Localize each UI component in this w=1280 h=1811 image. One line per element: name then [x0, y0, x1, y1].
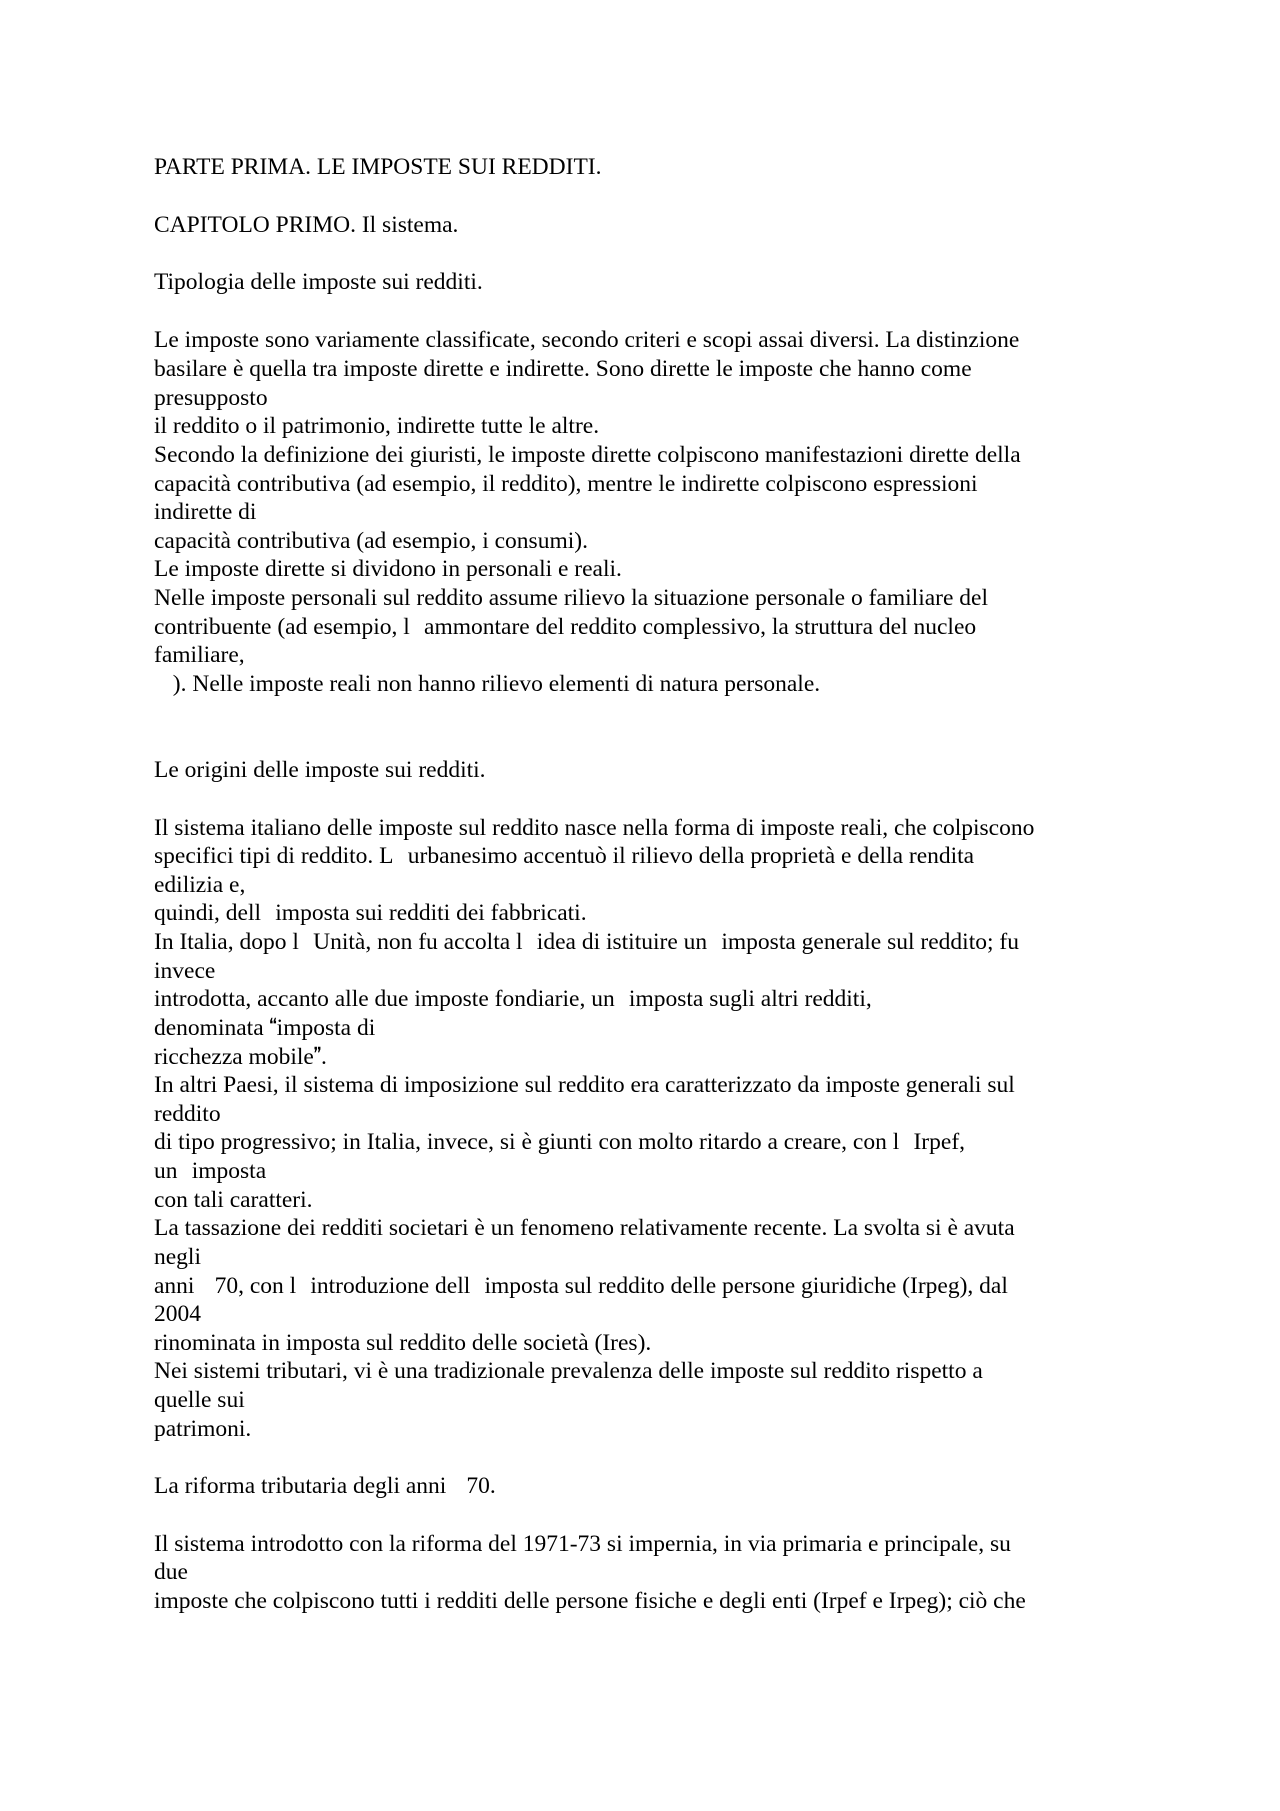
- text-line: il reddito o il patrimonio, indirette tutte le altre.: [154, 413, 600, 439]
- text-line: patrimoni.: [154, 1416, 252, 1442]
- text-line: presupposto: [154, 385, 268, 411]
- text-line: capacità contributiva (ad esempio, il reddito), mentre le indirette colpiscono espressioni: [154, 471, 978, 497]
- text-line: invece: [154, 958, 216, 984]
- text-line: basilare è quella tra imposte dirette e indirette. Sono dirette le imposte che hanno come: [154, 356, 972, 382]
- text-line: con tali caratteri.: [154, 1187, 313, 1213]
- text-line: 2004: [154, 1301, 201, 1327]
- text-line: Nei sistemi tributari, vi è una tradizionale prevalenza delle imposte sul reddito rispetto a: [154, 1358, 983, 1384]
- text-line: unimposta: [154, 1158, 267, 1184]
- text-line: ). Nelle imposte reali non hanno rilievo elementi di natura personale.: [154, 671, 821, 697]
- text-line: familiare,: [154, 642, 245, 668]
- text-line: ricchezza mobile.: [154, 1044, 327, 1070]
- text-line: Il sistema introdotto con la riforma del 1971-73 si impernia, in via primaria e principale, su: [154, 1531, 1011, 1557]
- section-heading: La riforma tributaria degli anni 70.: [154, 1473, 496, 1499]
- text-line: reddito: [154, 1101, 221, 1127]
- text-line: rinominata in imposta sul reddito delle società (Ires).: [154, 1330, 652, 1356]
- text-line: In altri Paesi, il sistema di imposizione sul reddito era caratterizzato da imposte generali sul: [154, 1072, 1015, 1098]
- part-heading: PARTE PRIMA. LE IMPOSTE SUI REDDITI.: [154, 154, 602, 180]
- text-line: quindi, dellimposta sui redditi dei fabbricati.: [154, 900, 587, 926]
- text-line: quelle sui: [154, 1387, 245, 1413]
- text-line: In Italia, dopo lUnità, non fu accolta lidea di istituire unimposta generale sul reddito; fu: [154, 929, 1019, 955]
- text-line: Le imposte sono variamente classificate, secondo criteri e scopi assai diversi. La distinzione: [154, 327, 1020, 353]
- text-line: di tipo progressivo; in Italia, invece, si è giunti con molto ritardo a creare, con lIrpef,: [154, 1129, 966, 1155]
- text-line: Nelle imposte personali sul reddito assume rilievo la situazione personale o familiare del: [154, 585, 988, 611]
- text-line: introdotta, accanto alle due imposte fondiarie, unimposta sugli altri redditi,: [154, 986, 872, 1012]
- text-line: denominata imposta di: [154, 1015, 376, 1041]
- text-line: Le imposte dirette si dividono in personali e reali.: [154, 556, 622, 582]
- section-heading: Le origini delle imposte sui redditi.: [154, 757, 486, 783]
- text-line: La tassazione dei redditi societari è un fenomeno relativamente recente. La svolta si è avuta: [154, 1215, 1015, 1241]
- chapter-heading: CAPITOLO PRIMO. Il sistema.: [154, 212, 459, 238]
- text-line: edilizia e,: [154, 872, 246, 898]
- text-line: anni 70, con lintroduzione dellimposta sul reddito delle persone giuridiche (Irpeg), dal: [154, 1273, 1008, 1299]
- text-line: negli: [154, 1244, 201, 1270]
- section-heading: Tipologia delle imposte sui redditi.: [154, 269, 483, 295]
- text-line: imposte che colpiscono tutti i redditi delle persone fisiche e degli enti (Irpef e Irpeg); ciò che: [154, 1588, 1026, 1614]
- text-line: Secondo la definizione dei giuristi, le imposte dirette colpiscono manifestazioni dirette della: [154, 442, 1021, 468]
- text-line: specifici tipi di reddito. Lurbanesimo accentuò il rilievo della proprietà e della rendita: [154, 843, 975, 869]
- text-line: due: [154, 1559, 188, 1585]
- text-line: contribuente (ad esempio, lammontare del reddito complessivo, la struttura del nucleo: [154, 614, 977, 640]
- text-line: indirette di: [154, 499, 257, 525]
- text-line: Il sistema italiano delle imposte sul reddito nasce nella forma di imposte reali, che colpiscono: [154, 815, 1035, 841]
- text-line: capacità contributiva (ad esempio, i consumi).: [154, 528, 588, 554]
